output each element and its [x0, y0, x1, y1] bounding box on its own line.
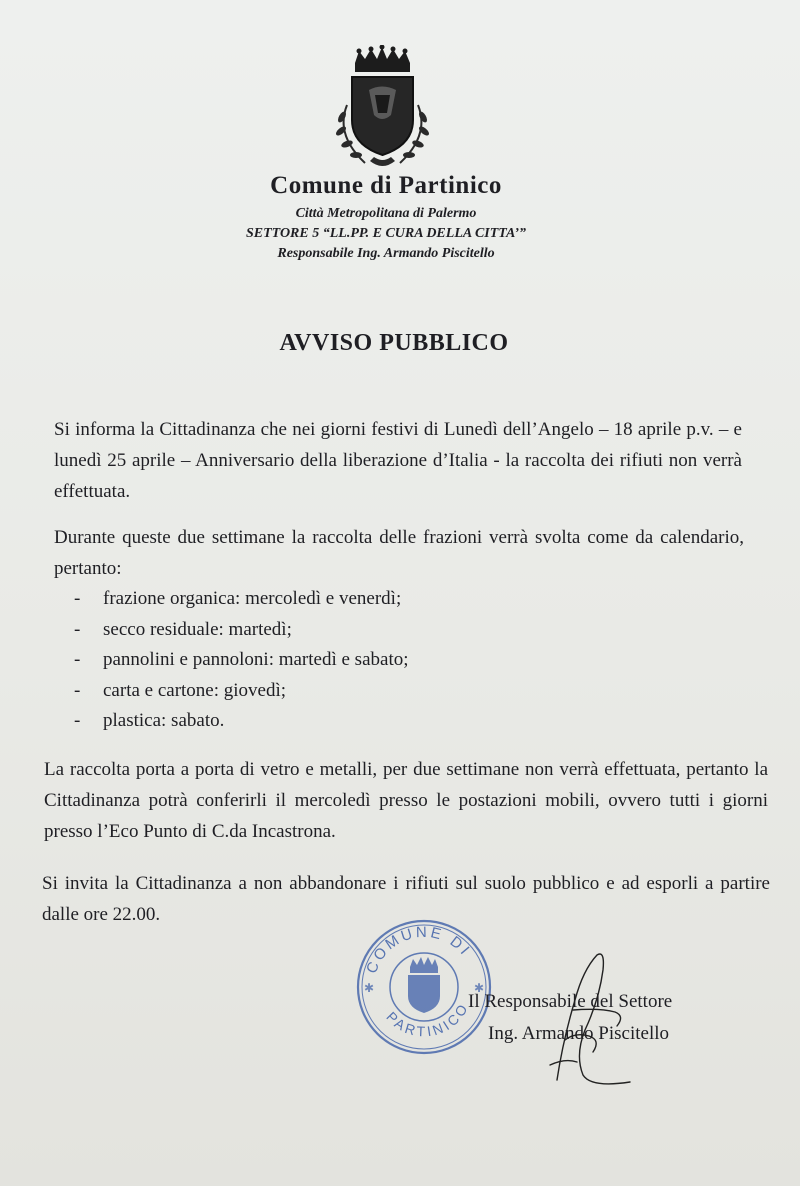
metropolitan-city: Città Metropolitana di Palermo [295, 206, 477, 221]
coat-of-arms-logo [325, 45, 440, 175]
list-dash: - [74, 710, 81, 731]
list-item [74, 645, 409, 676]
list-dash: - [74, 588, 81, 609]
notice-title: AVVISO PUBBLICO [279, 330, 509, 356]
list-item [74, 584, 409, 615]
paragraph-schedule-intro: Durante queste due settimane la raccolta delle frazioni verrà svolta come da calendario, pertanto: [54, 527, 744, 579]
list-dash: - [74, 649, 81, 670]
signatory-role: Il Responsabile del Settore [468, 991, 673, 1012]
list-item [74, 615, 409, 646]
municipality-name: Comune di Partinico [270, 172, 502, 199]
stamp-top-text: COMUNE DI [363, 923, 475, 976]
paragraph-glass-metal: La raccolta porta a porta di vetro e metalli, per due settimane non verrà effettuata, pertanto la Cittadinanza potrà conferirli il mercoledì presso le postazioni mobili, ovvero tutti i giorni presso l’Eco Punto di C.da Incastrona. [44, 759, 768, 842]
collection-schedule-list [74, 584, 409, 737]
department-sector: SETTORE 5 “LL.PP. E CURA DELLA CITTA’” [245, 226, 527, 241]
list-item-text: plastica: sabato. [103, 710, 225, 731]
list-item-text: frazione organica: mercoledì e venerdì; [103, 588, 402, 609]
paragraph-invitation: Si invita la Cittadinanza a non abbandonare i rifiuti sul suolo pubblico e ad esporli a partire dalle ore 22.00. [42, 873, 770, 925]
department-head: Responsabile Ing. Armando Piscitello [277, 246, 495, 261]
handwritten-signature [505, 940, 645, 1090]
list-item-text: carta e cartone: giovedì; [103, 679, 287, 701]
svg-text:✱: ✱ [364, 981, 375, 995]
list-dash: - [74, 618, 81, 640]
paragraph-holidays: Si informa la Cittadinanza che nei giorni festivi di Lunedì dell’Angelo – 18 aprile p.v. – e lunedì 25 aprile – Anniversario della liberazione d’Italia - la raccolta dei rifiuti non verrà effettuata. [54, 419, 742, 502]
signatory-name: Ing. Armando Piscitello [488, 1023, 670, 1044]
list-dash: - [74, 679, 81, 701]
list-item-text: pannolini e pannoloni: martedì e sabato; [103, 649, 409, 670]
list-item-text: secco residuale: martedì; [103, 618, 292, 640]
list-item [74, 676, 409, 707]
svg-text:✱: ✱ [474, 981, 485, 995]
stamp-bottom-text: PARTINICO [383, 999, 472, 1040]
list-item [74, 706, 409, 737]
